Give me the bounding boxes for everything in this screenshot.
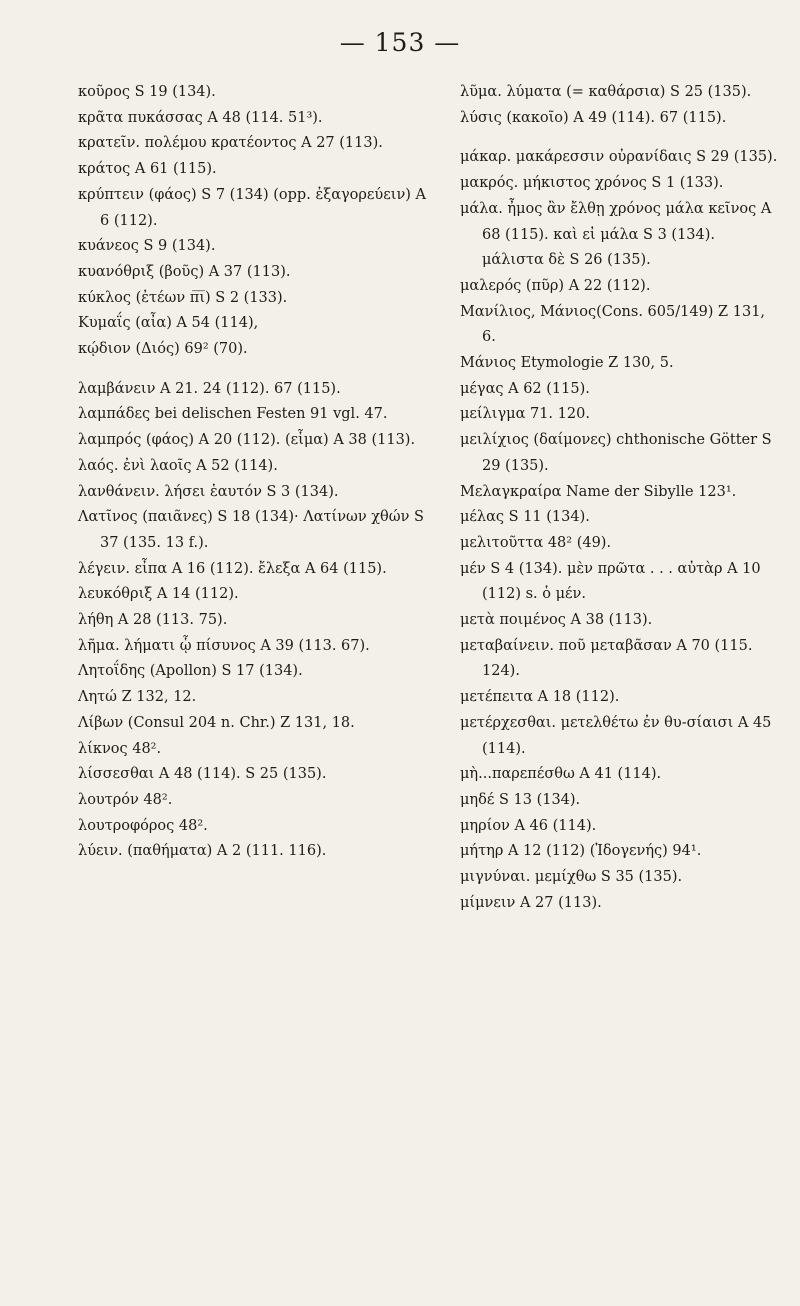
index-entry: λαμβάνειν A 21. 24 (112). 67 (115).: [78, 380, 341, 397]
index-entry: Λατῖνος (παιᾶνες) S 18 (134)· Λατίνων χθών S 37 (135. 13 f.).: [78, 509, 424, 551]
index-entry: Λητοΐδης (Apollon) S 17 (134).: [78, 663, 303, 680]
index-entry: κῴδιον (Διός) 69² (70).: [78, 341, 248, 358]
index-entry: μιγνύναι. μεμίχθω S 35 (135).: [460, 869, 683, 886]
index-entry: μέλας S 11 (134).: [460, 509, 590, 526]
section-gap: [460, 131, 778, 145]
index-entry: μέγας A 62 (115).: [460, 380, 590, 397]
index-entry: μίμνειν A 27 (113).: [460, 894, 602, 911]
index-entry: μειλίχιος (δαίμονες) chthonische Götter S 29 (135).: [460, 432, 772, 474]
index-entry: λίκνος 48².: [78, 740, 162, 757]
index-entry: κύκλος (ἐτέων π̅ι̅) S 2 (133).: [78, 289, 288, 306]
index-entry: κυανόθριξ (βοῦς) A 37 (113).: [78, 263, 291, 280]
index-entry: μετέρχεσθαι. μετελθέτω ἐν θυ-σίαισι A 45 (114).: [460, 714, 772, 757]
index-entry: κρύπτειν (φάος) S 7 (134) (opp. ἐξαγορεύειν) A 6 (112).: [78, 186, 426, 229]
index-entry: λῦμα. λύματα (= καθάρσια) S 25 (135).: [460, 84, 752, 100]
left-column: [78, 80, 433, 865]
index-entry: λῆμα. λήματι ᾧ πίσυνος A 39 (113. 67).: [78, 637, 370, 654]
index-entry: Μανίλιος, Μάνιος(Cons. 605/149) Z 131, 6.: [460, 303, 766, 346]
index-entry: λαός. ἐνὶ λαοῖς A 52 (114).: [78, 457, 278, 474]
index-entry: λουτρόν 48².: [78, 791, 173, 808]
index-entry: λαμπρός (φάος) A 20 (112). (εἷμα) A 38 (113).: [78, 432, 416, 449]
index-entry: λέγειν. εἶπα A 16 (112). ἔλεξα A 64 (115).: [78, 560, 387, 577]
index-entry: μήτηρ A 12 (112) (Ἰδογενής) 94¹.: [460, 843, 702, 860]
index-entry: λήθη A 28 (113. 75).: [78, 612, 228, 629]
index-entry: μελιτοῦττα 48² (49).: [460, 534, 612, 551]
index-entry: λύσις (κακοῖο) A 49 (114). 67 (115).: [460, 109, 727, 126]
index-entry: λαμπάδες bei delischen Festen 91 vgl. 47.: [78, 406, 388, 423]
index-entry: Λίβων (Consul 204 n. Chr.) Z 131, 18.: [78, 714, 355, 731]
index-entry: Λητώ Z 132, 12.: [78, 689, 197, 706]
index-entry: Μάνιος Etymologie Z 130, 5.: [460, 355, 674, 372]
index-entry: μὴ...παρεπέσθω A 41 (114).: [460, 766, 662, 783]
index-entry: λουτροφόρος 48².: [78, 817, 208, 834]
index-entry: μηρίον A 46 (114).: [460, 817, 597, 834]
index-entry: κράτος A 61 (115).: [78, 161, 217, 178]
index-entry: μεταβαίνειν. ποῦ μεταβᾶσαν A 70 (115. 124).: [460, 637, 753, 680]
index-entry: κοῦρος S 19 (134).: [78, 84, 216, 100]
index-entry: μέν S 4 (134). μὲν πρῶτα . . . αὐτὰρ A 10 (112) s. ὁ μέν.: [460, 560, 761, 603]
index-entry: Μελαγκραίρα Name der Sibylle 123¹.: [460, 483, 737, 500]
index-entry: μηδέ S 13 (134).: [460, 791, 581, 808]
index-entry: κυάνεος S 9 (134).: [78, 238, 216, 255]
index-entry: κρατεῖν. πολέμου κρατέοντος A 27 (113).: [78, 135, 383, 152]
index-entry: μετέπειτα A 18 (112).: [460, 689, 620, 706]
right-column: [460, 80, 778, 917]
index-entry: μείλιγμα 71. 120.: [460, 406, 590, 423]
index-entry: λανθάνειν. λήσει ἑαυτόν S 3 (134).: [78, 483, 339, 500]
index-entry: μακρός. μήκιστος χρόνος S 1 (133).: [460, 175, 724, 192]
page-number: — 153 —: [339, 28, 461, 57]
index-entry: λευκόθριξ A 14 (112).: [78, 586, 239, 603]
index-entry: λίσσεσθαι A 48 (114). S 25 (135).: [78, 766, 327, 783]
index-entry: μετὰ ποιμένος A 38 (113).: [460, 612, 653, 629]
index-entry: μάκαρ. μακάρεσσιν οὐρανίδαις S 29 (135).: [460, 149, 778, 166]
index-entry: κρᾶτα πυκάσσας A 48 (114. 51³).: [78, 109, 323, 126]
index-entry: μάλα. ἦμος ἂν ἔλθῃ χρόνος μάλα κεῖνος A 68 (115). καὶ εἰ μάλα S 3 (134). μάλιστα δὲ S 26 (135).: [460, 200, 772, 269]
index-entry: Κυμαΐς (αἶα) A 54 (114),: [78, 315, 259, 332]
index-entry: μαλερός (πῦρ) A 22 (112).: [460, 277, 651, 294]
section-gap: [78, 363, 433, 377]
index-entry: λύειν. (παθήματα) A 2 (111. 116).: [78, 843, 327, 860]
